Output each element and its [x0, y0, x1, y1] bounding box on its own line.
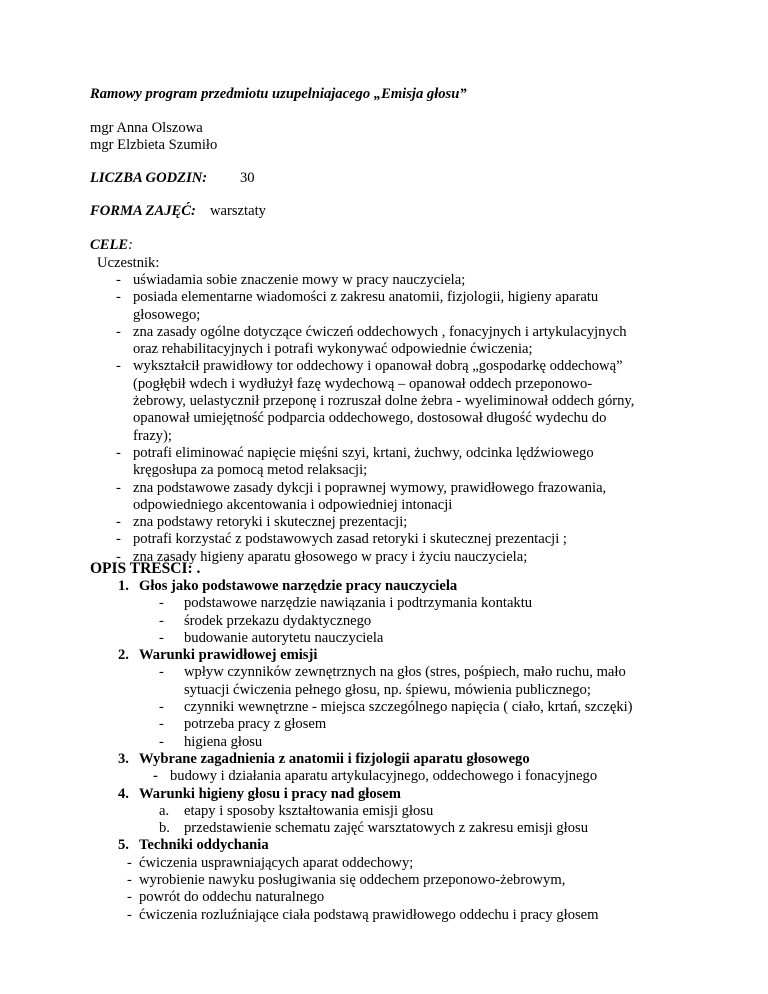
- goal-text: głosowego;: [133, 306, 201, 323]
- goal-line: [0, 531, 768, 548]
- goal-line: [0, 480, 768, 497]
- goal-text: zna podstawy retoryki i skutecznej prezentacji;: [133, 514, 408, 531]
- content-subitem: [0, 855, 768, 872]
- goal-line: [0, 341, 768, 358]
- goal-text: uświadamia sobie znaczenie mowy w pracy nauczyciela;: [133, 272, 466, 288]
- form-value: warsztaty: [210, 203, 266, 219]
- goal-text: zna zasady higieny aparatu głosowego w pracy i życiu nauczyciela;: [133, 548, 528, 565]
- goal-line: [0, 428, 768, 445]
- hours-label: LICZBA GODZIN:: [90, 170, 208, 186]
- goal-line: [0, 289, 768, 306]
- content-text: budowanie autorytetu nauczyciela: [184, 629, 384, 646]
- content-marker: 1.: [118, 578, 129, 594]
- goal-dash: -: [116, 323, 121, 340]
- goals-heading: [90, 237, 133, 254]
- goal-dash: -: [116, 531, 121, 548]
- content-text: sytuacji ćwiczenia pełnego głosu, np. śpiewu, mówienia publicznego;: [184, 681, 591, 698]
- content-text: wyrobienie nawyku posługiwania się oddechem przeponowo-żebrowym,: [139, 872, 566, 889]
- content-text: przedstawienie schematu zajęć warsztatowych z zakresu emisji głosu: [184, 820, 589, 837]
- goal-dash: -: [116, 514, 121, 531]
- goal-text: frazy);: [133, 427, 172, 444]
- goal-text: zna podstawowe zasady dykcji i poprawnej wymowy, prawidłowego frazowania,: [133, 479, 607, 496]
- content-marker: 3.: [118, 750, 129, 767]
- content-text: powrót do oddechu naturalnego: [139, 889, 325, 906]
- hours-value: 30: [240, 170, 255, 186]
- goals-list: [0, 272, 768, 566]
- content-text: wpływ czynników zewnętrznych na głos (stres, pośpiech, mało ruchu, mało: [184, 664, 626, 681]
- content-marker: -: [159, 716, 164, 733]
- goal-text: kręgosłupa za pomocą metod relaksacji;: [133, 462, 368, 479]
- content-text: ćwiczenia usprawniających aparat oddechowy;: [139, 854, 414, 871]
- content-text: potrzeba pracy z głosem: [184, 716, 327, 733]
- goal-dash: -: [116, 289, 121, 306]
- content-text: czynniki wewnętrzne - miejsca szczególnego napięcia ( ciało, krtań, szczęki): [184, 699, 633, 716]
- goal-line: [0, 445, 768, 462]
- content-subitem: [0, 803, 768, 820]
- content-marker: -: [159, 612, 164, 629]
- content-text: ćwiczenia rozluźniające ciała podstawą prawidłowego oddechu i pracy głosem: [139, 906, 599, 923]
- content-section-heading: [0, 837, 768, 854]
- content-subitem: [0, 889, 768, 906]
- content-marker: -: [127, 889, 132, 906]
- goal-text: (pogłębił wdech i wydłużył fazę wydechową – opanował oddech przeponowo-: [133, 375, 593, 392]
- goal-line: [0, 324, 768, 341]
- content-marker: -: [153, 768, 158, 785]
- goal-text: potrafi korzystać z podstawowych zasad retoryki i skutecznej prezentacji ;: [133, 531, 567, 548]
- content-section-heading: [0, 751, 768, 768]
- content-marker: -: [127, 872, 132, 889]
- goal-dash: -: [116, 358, 121, 375]
- form-label: FORMA ZAJĘĆ:: [90, 203, 196, 219]
- goal-text: oraz rehabilitacyjnych i potrafi wykonywać odpowiednie ćwiczenia;: [133, 341, 533, 358]
- goal-text: żebrowy, uelastycznił przeponę i rozruszał dolne żebra - wyeliminował oddech górny,: [133, 393, 635, 410]
- content-marker: 2.: [118, 647, 129, 664]
- goals-intro: Uczestnik:: [97, 255, 160, 271]
- content-section-heading: [0, 578, 768, 595]
- author-2: mgr Elzbieta Szumiło: [90, 137, 218, 153]
- goals-heading-colon: :: [128, 237, 133, 253]
- goal-text: posiada elementarne wiadomości z zakresu anatomii, fizjologii, higieny aparatu: [133, 289, 599, 306]
- content-subitem: [0, 595, 768, 612]
- content-marker: -: [159, 664, 164, 681]
- content-text: podstawowe narzędzie nawiązania i podtrzymania kontaktu: [184, 595, 533, 612]
- goal-text: potrafi eliminować napięcie mięśni szyi, krtani, żuchwy, odcinka lędźwiowego: [133, 444, 594, 461]
- content-marker: -: [159, 733, 164, 750]
- goal-text: zna zasady ogólne dotyczące ćwiczeń oddechowych , fonacyjnych i artykulacyjnych: [133, 323, 627, 340]
- goal-dash: -: [116, 444, 121, 461]
- content-marker: -: [127, 854, 132, 871]
- content-subitem-continuation: [0, 682, 768, 699]
- goal-text: wykształcił prawidłowy tor oddechowy i opanował dobrą „gospodarkę oddechową”: [133, 358, 623, 375]
- content-list: [0, 578, 768, 924]
- content-subitem: [0, 664, 768, 681]
- content-subitem: [0, 613, 768, 630]
- goal-line: [0, 497, 768, 514]
- content-text: środek przekazu dydaktycznego: [184, 612, 372, 629]
- goal-line: [0, 376, 768, 393]
- content-subitem: [0, 630, 768, 647]
- goal-line: [0, 514, 768, 531]
- content-subitem: [0, 907, 768, 924]
- goal-line: [0, 393, 768, 410]
- goal-line: [0, 410, 768, 427]
- content-marker: b.: [159, 820, 170, 837]
- goal-text: opanował umiejętność podparcia oddechowego, dostosował długość wydechu do: [133, 410, 607, 427]
- goal-dash: -: [116, 548, 121, 565]
- content-subitem: [0, 872, 768, 889]
- goals-heading-text: CELE: [90, 237, 129, 253]
- content-subitem: [0, 768, 768, 785]
- content-marker: -: [159, 699, 164, 716]
- content-marker: 5.: [118, 837, 129, 854]
- goal-dash: -: [116, 272, 121, 288]
- content-subitem: [0, 734, 768, 751]
- content-marker: -: [159, 629, 164, 646]
- content-text: Warunki higieny głosu i pracy nad głosem: [139, 785, 401, 802]
- content-text: Warunki prawidłowej emisji: [139, 647, 318, 664]
- goal-dash: -: [116, 479, 121, 496]
- goal-line: [0, 462, 768, 479]
- content-section-heading: [0, 786, 768, 803]
- content-text: budowy i działania aparatu artykulacyjnego, oddechowego i fonacyjnego: [170, 768, 598, 785]
- content-subitem: [0, 820, 768, 837]
- goal-text: odpowiedniego akcentowania i odpowiedniej intonacji: [133, 496, 453, 513]
- content-text: Głos jako podstawowe narzędzie pracy nauczyciela: [139, 578, 458, 594]
- goal-line: [0, 272, 768, 289]
- goal-line: [0, 358, 768, 375]
- content-subitem: [0, 699, 768, 716]
- author-1: mgr Anna Olszowa: [90, 120, 203, 136]
- content-marker: -: [159, 595, 164, 612]
- content-marker: -: [127, 906, 132, 923]
- content-text: etapy i sposoby kształtowania emisji głosu: [184, 802, 434, 819]
- content-text: higiena głosu: [184, 733, 263, 750]
- content-section-heading: [0, 647, 768, 664]
- content-heading: OPIS TREŚCI: .: [90, 560, 201, 577]
- goal-line: [0, 307, 768, 324]
- content-text: Techniki oddychania: [139, 837, 269, 854]
- content-text: Wybrane zagadnienia z anatomii i fizjologii aparatu głosowego: [139, 750, 530, 767]
- content-marker: 4.: [118, 785, 129, 802]
- document-title: Ramowy program przedmiotu uzupelniajacego „Emisja głosu”: [90, 86, 467, 102]
- content-marker: a.: [159, 802, 170, 819]
- content-subitem: [0, 716, 768, 733]
